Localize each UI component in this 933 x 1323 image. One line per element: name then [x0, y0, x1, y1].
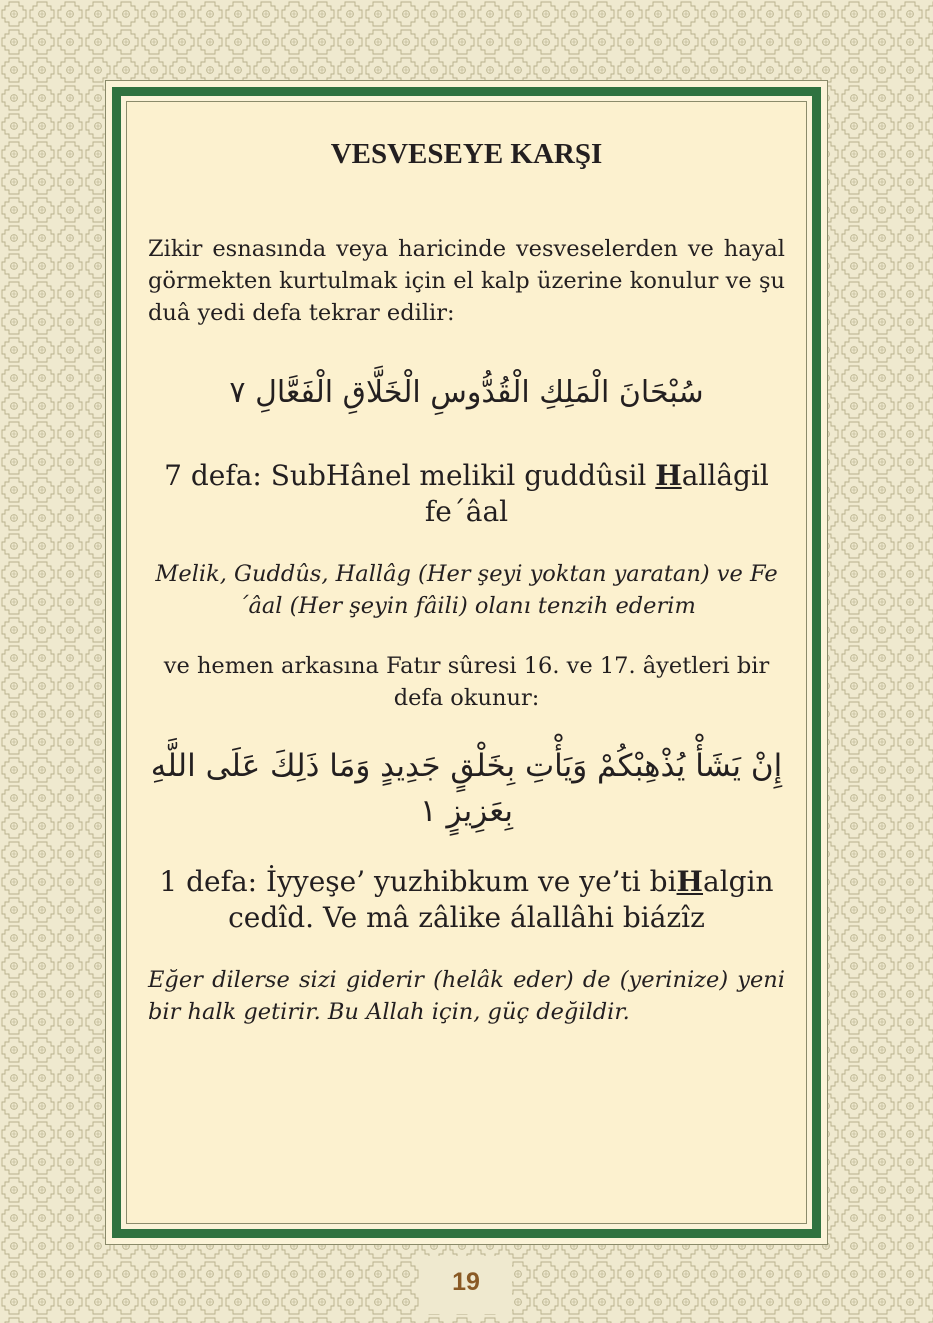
arabic-verse: [148, 744, 785, 834]
transliteration-1-underlined: H: [655, 459, 682, 492]
page-number: 19: [452, 1268, 480, 1296]
transliteration-2: [148, 864, 785, 936]
instruction-note: ve hemen arkasına Fatır sûresi 16. ve 17. âyetleri bir defa okunur:: [163, 653, 770, 711]
transliteration-2-end: algin cedîd. Ve mâ zâlike álallâhi biázîz: [228, 865, 774, 934]
transliteration-1-end: allâgil fe´âal: [424, 459, 769, 528]
meaning-1: Melik, Guddûs, Hallâg (Her şeyi yoktan yaratan) ve Fe´âal (Her şeyin fâili) olanı tenzih ederim: [155, 561, 778, 619]
meaning-2: Eğer dilerse sizi giderir (helâk eder) de (yerinize) yeni bir halk getirir. Bu Allah için, güç değildir.: [148, 967, 785, 1025]
page-title: VESVESEYE KARŞI: [330, 138, 603, 170]
intro-paragraph: Zikir esnasında veya haricinde vesveselerden ve hayal görmekten kurtulmak için el kalp üzerine konulur ve şu duâ yedi defa tekrar edilir:: [148, 236, 785, 326]
arabic-verse-line-2: بِعَزِيزٍ ١: [420, 793, 513, 829]
arabic-prayer-1: سُبْحَانَ الْمَلِكِ الْقُدُّوسِ الْخَلَّاقِ الْفَعَّالِ ٧: [229, 375, 704, 410]
transliteration-2-underlined: H: [676, 865, 704, 898]
arabic-verse-line-1: إِنْ يَشَأْ يُذْهِبْكُمْ وَيَأْتِ بِخَلْقٍ جَدِيدٍ وَمَا ذَلِكَ عَلَى اللَّهِ: [150, 748, 783, 784]
transliteration-2-start: 1 defa: İyyeşe’ yuzhibkum ve ye’ti bi: [159, 865, 677, 898]
transliteration-1-start: 7 defa: SubHânel melikil guddûsil: [164, 459, 656, 492]
transliteration-1: [148, 458, 785, 530]
